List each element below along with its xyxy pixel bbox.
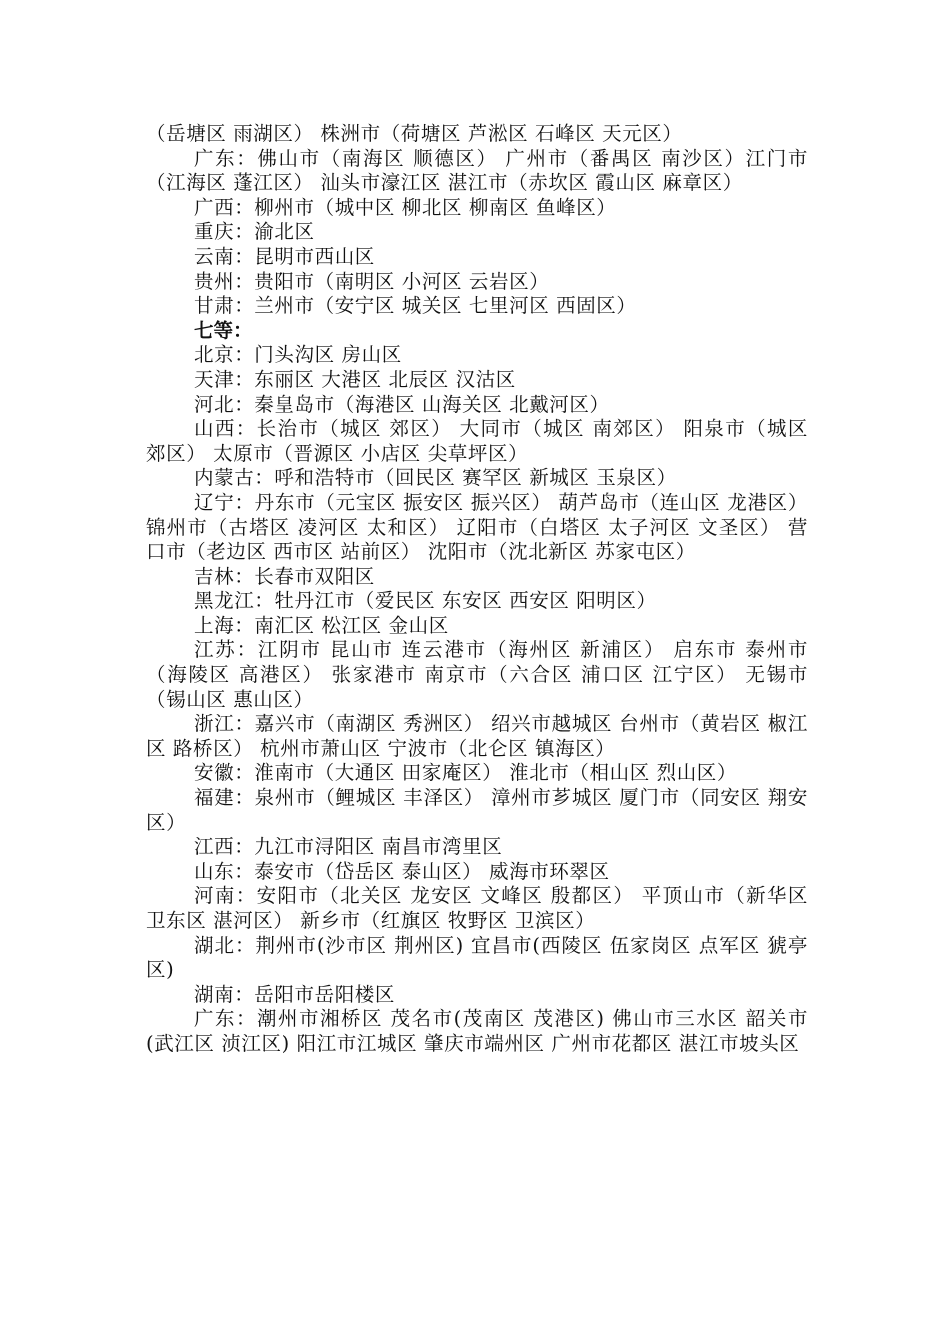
paragraph-neimenggu: 内蒙古：呼和浩特市（回民区 赛罕区 新城区 玉泉区） [194, 466, 677, 490]
paragraph-hubei: 湖北：荆州市(沙市区 荆州区) 宜昌市(西陵区 伍家岗区 点军区 猇亭区) [146, 933, 808, 982]
paragraph-guangdong: 广东：佛山市（南海区 顺德区） 广州市（番禺区 南沙区）江门市（江海区 蓬江区） 汕头市濠江区 湛江市（赤坎区 霞山区 麻章区） [146, 146, 808, 195]
paragraph-shanxi: 山西：长治市（城区 郊区） 大同市（城区 南郊区） 阳泉市（城区 郊区） 太原市（晋源区 小店区 尖草坪区） [146, 417, 808, 465]
paragraph-jilin: 吉林：长春市双阳区 [194, 564, 375, 588]
paragraph-gansu: 甘肃：兰州市（安宁区 城关区 七里河区 西固区） [194, 294, 637, 318]
section-heading-seventh-grade: 七等： [194, 318, 253, 342]
document-page [146, 122, 808, 1057]
paragraph-zhejiang: 浙江：嘉兴市（南湖区 秀洲区） 绍兴市越城区 台州市（黄岩区 椒江区 路桥区） 杭州市萧山区 宁波市（北仑区 镇海区） [146, 712, 808, 760]
paragraph-shandong: 山东：泰安市（岱岳区 泰山区） 威海市环翠区 [194, 859, 610, 883]
paragraph-shanghai: 上海：南汇区 松江区 金山区 [194, 613, 449, 637]
paragraph-fujian: 福建：泉州市（鲤城区 丰泽区） 漳州市芗城区 厦门市（同安区 翔安区） [146, 786, 808, 834]
paragraph-jiangsu: 江苏：江阴市 昆山市 连云港市（海州区 新浦区） 启东市 泰州市（海陵区 高港区） 张家港市 南京市（六合区 浦口区 江宁区） 无锡市（锡山区 惠山区） [146, 638, 808, 711]
paragraph-liaoning: 辽宁：丹东市（元宝区 振安区 振兴区） 葫芦岛市（连山区 龙港区） 锦州市（古塔区 凌河区 太和区） 辽阳市（白塔区 太子河区 文圣区） 营口市（老边区 西市区 站前区） 沈阳市（沈北新区 苏家屯区） [146, 490, 808, 564]
paragraph-hunan-cont: （岳塘区 雨湖区） 株洲市（荷塘区 芦淞区 石峰区 天元区） [146, 122, 683, 145]
paragraph-hunan: 湖南：岳阳市岳阳楼区 [194, 982, 396, 1006]
paragraph-guangxi: 广西：柳州市（城中区 柳北区 柳南区 鱼峰区） [194, 195, 617, 219]
paragraph-hebei: 河北：秦皇岛市（海港区 山海关区 北戴河区） [194, 392, 610, 416]
paragraph-chongqing: 重庆：渝北区 [194, 220, 315, 244]
paragraph-anhui: 安徽：淮南市（大通区 田家庵区） 淮北市（相山区 烈山区） [194, 761, 737, 785]
paragraph-guizhou: 贵州：贵阳市（南明区 小河区 云岩区） [194, 269, 550, 293]
paragraph-henan: 河南：安阳市（北关区 龙安区 文峰区 殷都区） 平顶山市（新华区 卫东区 湛河区） 新乡市（红旗区 牧野区 卫滨区） [146, 884, 808, 932]
paragraph-guangdong-2: 广东：潮州市湘桥区 茂名市(茂南区 茂港区) 佛山市三水区 韶关市(武江区 浈江区) 阳江市江城区 肇庆市端州区 广州市花都区 湛江市坡头区 [146, 1007, 808, 1055]
paragraph-heilongjiang: 黑龙江：牡丹江市（爱民区 东安区 西安区 阳明区） [194, 589, 657, 613]
paragraph-yunnan: 云南：昆明市西山区 [194, 244, 375, 268]
paragraph-jiangxi: 江西：九江市浔阳区 南昌市湾里区 [194, 835, 503, 859]
paragraph-beijing: 北京：门头沟区 房山区 [194, 343, 402, 367]
paragraph-tianjin: 天津：东丽区 大港区 北辰区 汉沽区 [194, 367, 516, 391]
